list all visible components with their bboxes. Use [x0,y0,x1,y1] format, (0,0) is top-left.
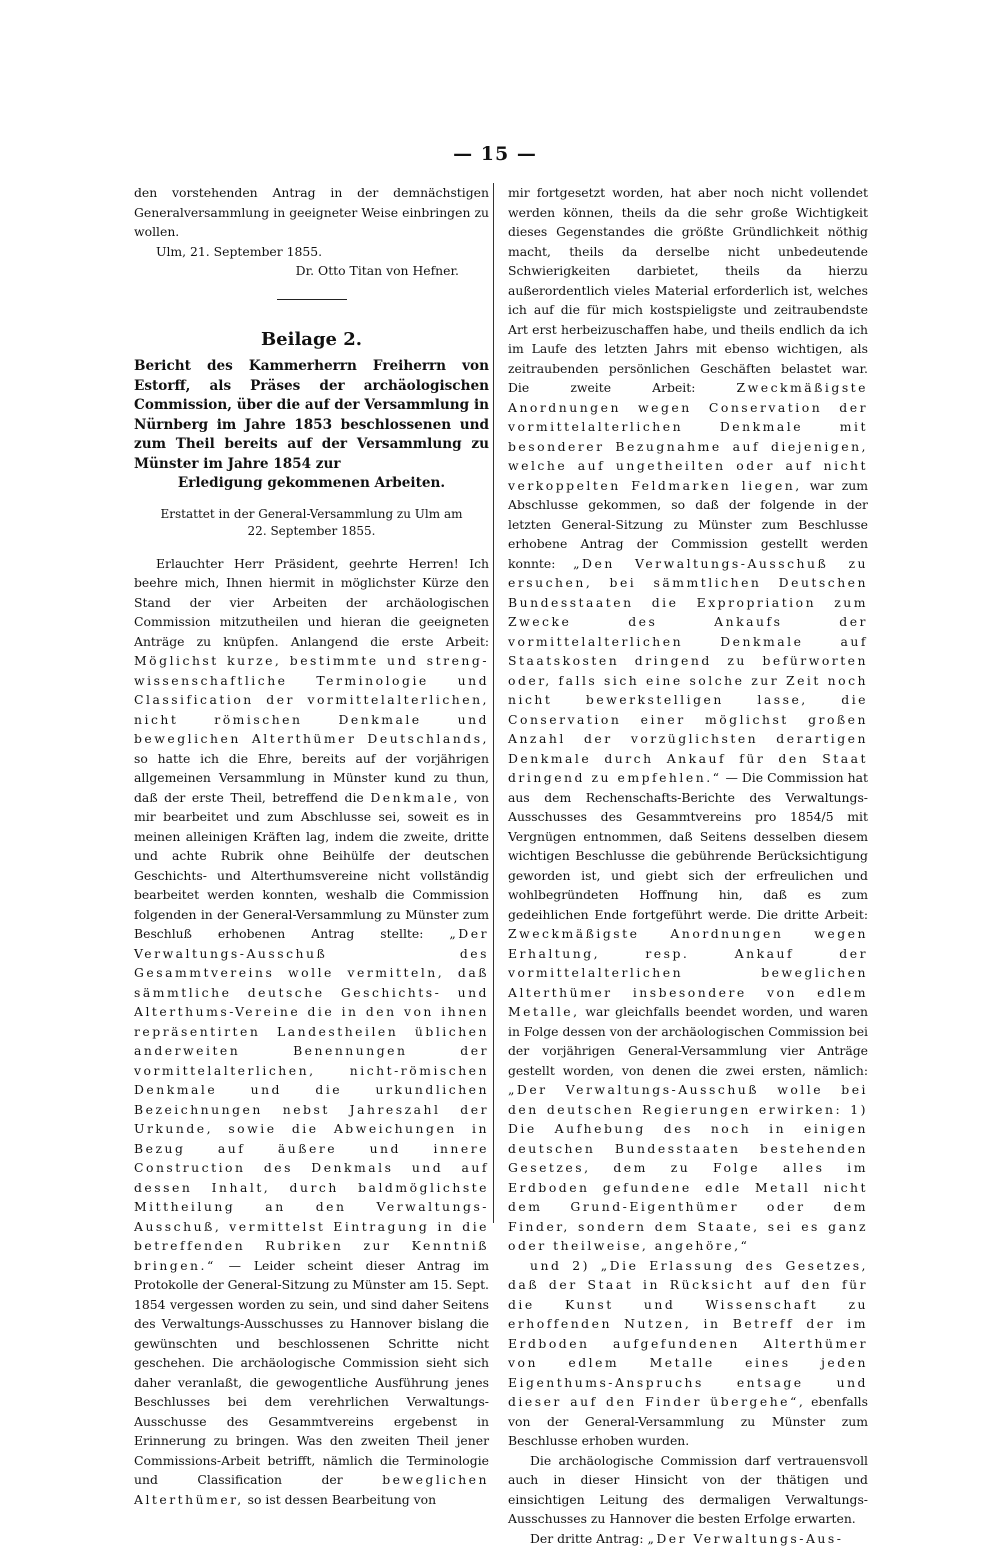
emphasis-run: Zweckmäßigste Anordnungen wegen Erhaltung, resp. Ankauf der vormittelalterlichen beweglichen Alterthümer insbesondere von edlem Metalle, [508,926,868,1019]
section-heading: Beilage 2. [134,330,489,350]
right-column [508,183,868,1548]
text-paragraph: den vorstehenden Antrag in der demnächstigen Generalversammlung in geeigneter Weise einbringen zu wollen. [134,183,489,242]
text-run: so ist dessen Bearbeitung von [244,1492,436,1507]
body-paragraph [134,554,489,1510]
text-run: von mir bearbeitet und zum Abschlusse sei, soweit es in meinen alleinigen Kräften lag, indem die zweite, dritte und achte Rubrik ohne Beihülfe der deutschen Geschichts- und Alterthumsvereine nicht vollständig bearbeitet werden konnten, weshalb die Commission folgenden in der General-Versammlung zu Münster zum Beschluß erhobenen Antrag stellte: [134,790,489,942]
body-paragraph [508,183,868,1256]
text-run: so hatte ich die Ehre, bereits auf der vorjährigen allgemeinen Versammlung in Münster kund zu thun, daß der erste Theil, betreffend die [134,751,489,805]
section-subheading [134,357,489,494]
emphasis-run: Denkmale, [370,790,460,805]
emphasis-run: beweglichen Alterthümer, [134,1472,489,1507]
body-paragraph [508,1529,868,1548]
signature: Dr. Otto Titan von Hefner. [134,261,489,281]
emphasis-run: Möglichst kurze, bestimmte und streng-wissenschaftliche Terminologie und Classification der vormittelalterlichen, nicht römischen Denkmale und beweglichen Alterthümer Deutschlands, [134,653,489,746]
subheading-last: Erledigung gekommenen Arbeiten. [134,474,489,494]
column-divider [493,183,494,1223]
text-run: — Leider scheint dieser Antrag im Protokolle der General-Sitzung zu Münster am 15. Sept. 1854 vergessen worden zu sein, und sind daher Seitens des Verwaltungs-Ausschusses zu Hannover bislang die gewünschten und beschlossenen Schritte nicht geschehen. Die archäologische Commission sieht sich daher veranlaßt, die gewogentliche Ausführung jenes Beschlusses bei dem verehrlichen Verwaltungs-Ausschusse des Gesammtvereins ergebenst in Erinnerung zu bringen. Was den zweiten Theil jener Commissions-Arbeit betrifft, nämlich die Terminologie und Classification der [134,1258,489,1488]
text-run: mir fortgesetzt worden, hat aber noch nicht vollendet werden können, theils da die sehr große Wichtigkeit dieses Gegenstandes die größte Gründlichkeit nöthig macht, theils da derselbe nicht unbedeutende Schwierigkeiten darbietet, theils da hierzu außerordentlich vieles Material erforderlich ist, welches ich auf die für mich kostspieligste und zeitraubendste Art erst herbeizuschaffen habe, und theils endlich da ich im Laufe des letzten Jahrs mit ebenso wichtigen, als zeitraubenden persönlichen Geschäften belastet war. Die zweite Arbeit: [508,185,868,395]
quotation-run: „Der Verwaltungs-Ausschuß des Gesammtvereins wolle vermitteln, daß sämmtliche deutsche Geschichts- und Alterthums-Vereine die in den von ihnen repräsentirten Landestheilen üblichen anderweiten Benennungen der vormittelalterlichen, nicht-römischen Denkmale und die urkundlichen Bezeichnungen nebst Jahreszahl der Urkunde, sowie die Abweichungen in Bezug auf äußere und innere Construction des Denkmals und auf dessen Inhalt, durch baldmöglichste Mittheilung an den Verwaltungs-Ausschuß, vermittelst Eintragung in die betreffenden Rubriken zur Kenntniß bringen.“ [134,926,489,1273]
body-paragraph: Die archäologische Commission darf vertrauensvoll auch in dieser Hinsicht von der thätigen und einsichtigen Leitung des dermaligen Verwaltungs-Ausschusses zu Hannover die besten Erfolge erwarten. [508,1451,868,1529]
body-paragraph [508,1256,868,1451]
quotation-run: „Der Verwaltungs-Aus- [647,1531,843,1546]
subheading-main: Bericht des Kammerherrn Freiherrn von Estorff, als Präses der archäologischen Commission, über die auf der Versammlung in Nürnberg im Jahre 1853 beschlossenen und zum Theil bereits auf der Versammlung zu Münster im Jahre 1854 zur [134,357,489,474]
place-date: Ulm, 21. September 1855. [134,242,489,262]
section-rule [277,299,347,300]
text-run: war gleichfalls beendet worden, und waren in Folge dessen von der archäologischen Commission bei der vorjährigen General-Versammlung vier Anträge gestellt worden, von denen die zwei ersten, nämlich: [508,1004,868,1078]
text-run: — Die Commission hat aus dem Rechenschafts-Berichte des Verwaltungs-Ausschusses des Gesammtvereins pro 1854/5 mit Vergnügen entnommen, daß Seitens desselben diesem wichtigen Beschlusse die gebührende Berücksichtigung geworden ist, und giebt sich der erfreulichen und wohlbegründeten Hoffnung hin, daß es zum gedeihlichen Ende fortgeführt werde. Die dritte Arbeit: [508,770,868,922]
presentation-note: Erstattet in der General-Versammlung zu Ulm am 22. September 1855. [154,506,469,540]
text-run: Erlauchter Herr Präsident, geehrte Herren! Ich beehre mich, Ihnen hiermit in möglichster Kürze den Stand der vier Arbeiten der archäologischen Commission mitzutheilen und hieran die geeigneten Anträge zu knüpfen. Anlangend die erste Arbeit: [134,556,489,649]
quotation-run: „Den Verwaltungs-Ausschuß zu ersuchen, bei sämmtlichen Deutschen Bundesstaaten die Expropriation zum Zwecke des Ankaufs der vormittelalterlichen Denkmale auf Staatskosten dringend zu befürworten oder, falls sich eine solche zur Zeit noch nicht bewerkstelligen lasse, die Conservation einer möglichst großen Anzahl der vorzüglichsten derartigen Denkmale durch Ankauf für den Staat dringend zu empfehlen.“ [508,556,868,786]
quotation-run: „Der Verwaltungs-Ausschuß wolle bei den deutschen Regierungen erwirken: 1) Die Aufhebung des noch in einigen deutschen Bundesstaaten bestehenden Gesetzes, dem zu Folge alles im Erdboden gefundene edle Metall nicht dem Grund-Eigenthümer oder dem Finder, sondern dem Staate, sei es ganz oder theilweise, angehöre,“ [508,1082,868,1253]
quotation-run: und 2) „Die Erlassung des Gesetzes, daß der Staat in Rücksicht auf den für die Kunst und Wissenschaft zu erhoffenden Nutzen, in Betreff der im Erdboden aufgefundenen Alterthümer von edlem Metalle eines jeden Eigenthums-Anspruchs entsage und dieser auf den Finder übergehe“, [508,1258,868,1410]
text-run: war zum Abschlusse gekommen, so daß der folgende in der letzten General-Sitzung zu Münster zum Beschlusse erhobene Antrag der Commission gestellt werden konnte: [508,478,868,571]
left-column [134,183,489,1509]
text-run: ebenfalls von der General-Versammlung zu Münster zum Beschlusse erhoben wurden. [508,1394,868,1448]
emphasis-run: Zweckmäßigste Anordnungen wegen Conservation der vormittelalterlichen Denkmale mit besonderer Bezugnahme auf diejenigen, welche auf ungetheilten oder auf nicht verkoppelten Feldmarken liegen, [508,380,868,493]
text-run: Der dritte Antrag: [530,1531,647,1546]
page-number: — 15 — [450,143,540,165]
